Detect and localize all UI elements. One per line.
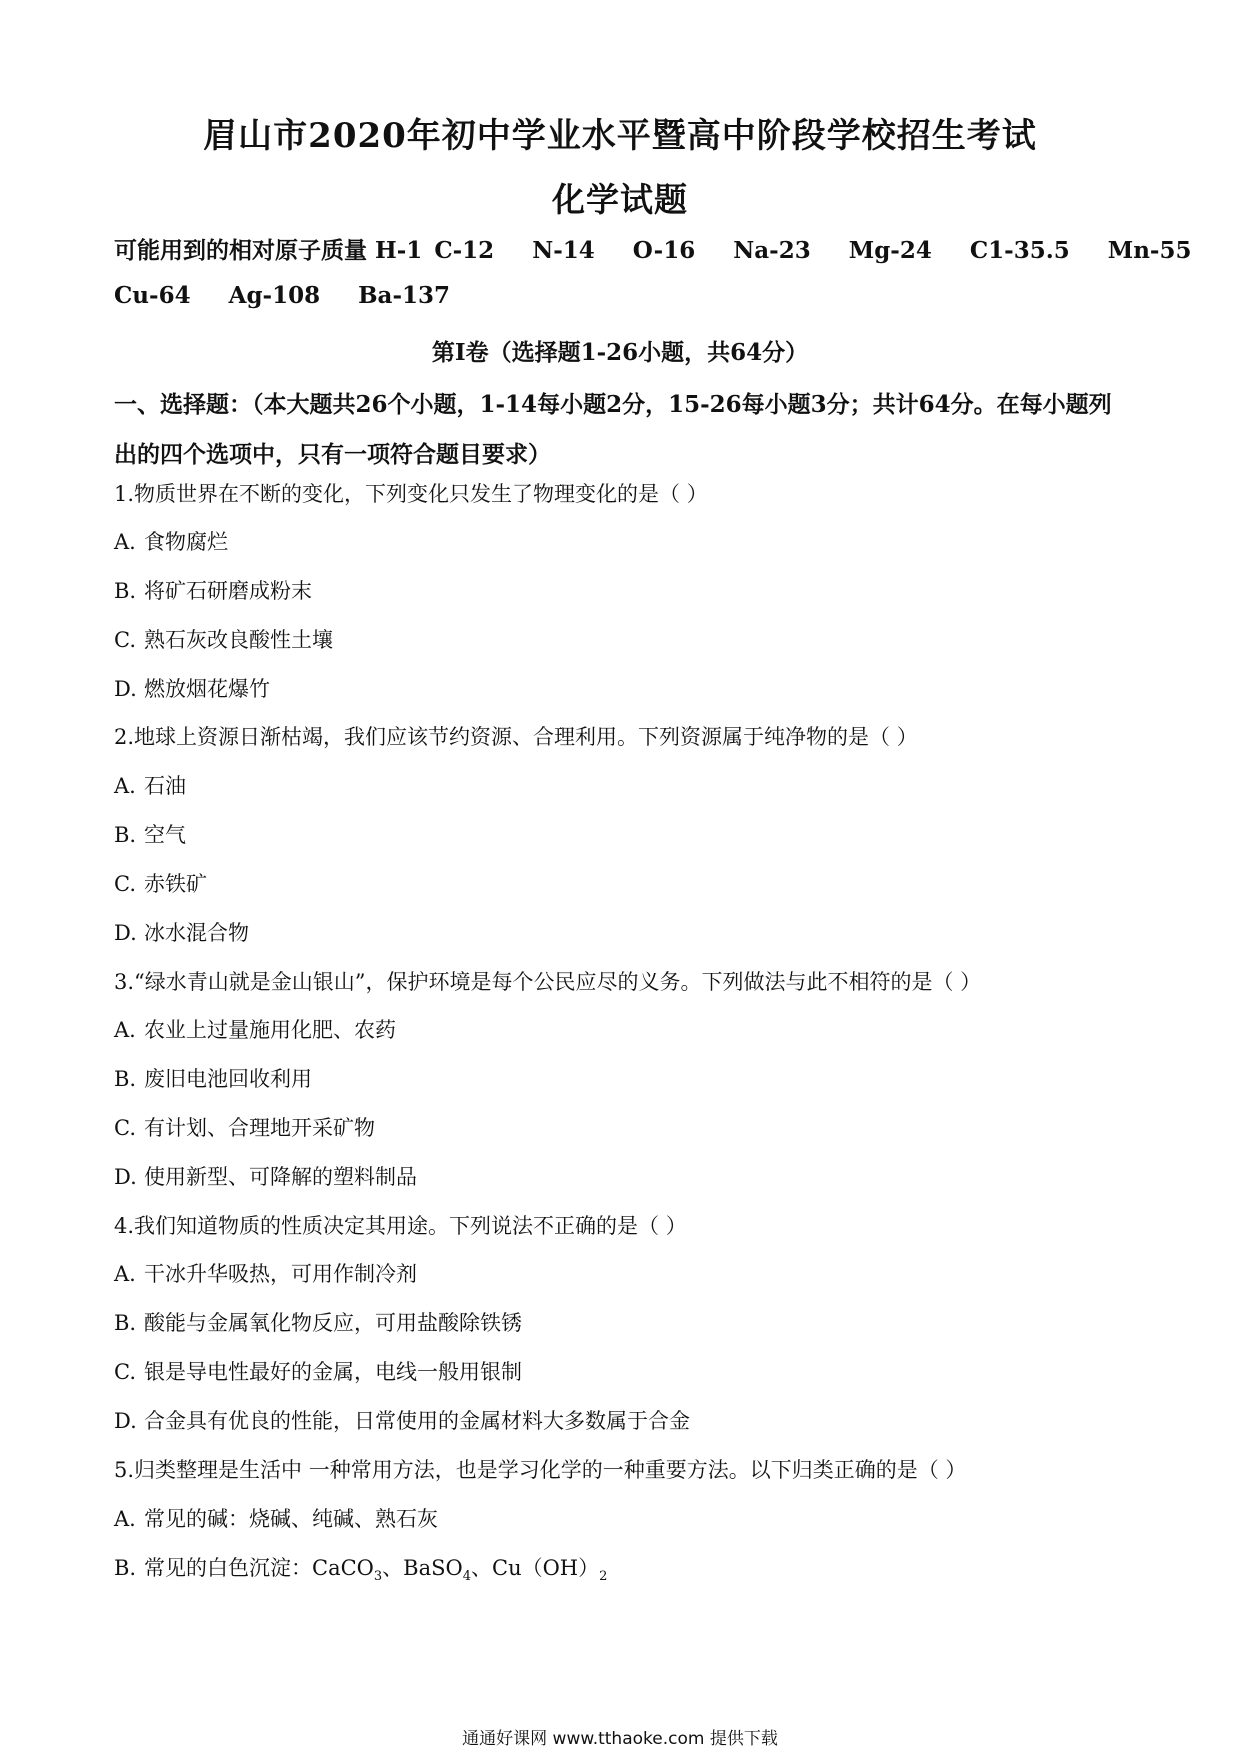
option-text: 合金具有优良的性能，日常使用的金属材料大多数属于合金 [144, 1409, 690, 1433]
atomic-masses-line-1 [114, 232, 1191, 265]
option-letter: B. [114, 823, 137, 847]
page-footer: 通通好课网 www.tthaoke.com 提供下载 [462, 1729, 778, 1749]
chemical-formula [312, 1556, 608, 1585]
option-text: 干冰升华吸热，可用作制冷剂 [144, 1262, 417, 1286]
question-stem: 3.“绿水青山就是金山银山”，保护环境是每个公民应尽的义务。下列做法与此不相符的是（ ） [114, 970, 982, 994]
option-letter: C. [114, 1116, 136, 1140]
option-letter: A. [114, 1262, 136, 1286]
option [114, 575, 312, 605]
option-text: 酸能与金属氧化物反应，可用盐酸除铁锈 [144, 1311, 522, 1335]
formula-subscript: 2 [599, 1569, 608, 1585]
exam-title: 眉山市2020年初中学业水平暨高中阶段学校招生考试 [203, 116, 1037, 156]
option-letter: B. [114, 1556, 137, 1580]
atomic-mass: C1-35.5 [969, 237, 1070, 264]
option-text: 赤铁矿 [144, 872, 207, 896]
part-heading: 第Ⅰ卷（选择题1-26小题，共64分） [431, 339, 809, 366]
separator: 、 [471, 1556, 492, 1580]
option-text: 废旧电池回收利用 [144, 1067, 312, 1091]
question-stem: 5.归类整理是生活中 一种常用方法，也是学习化学的一种重要方法。以下归类正确的是（ ） [114, 1458, 967, 1482]
question-stem: 1.物质世界在不断的变化，下列变化只发生了物理变化的是（ ） [114, 482, 708, 506]
section-instruction: 一、选择题：（本大题共26个小题，1-14每小题2分，15-26每小题3分；共计64分。在每小题列出的四个选项中，只有一项符合题目要求） [114, 391, 1112, 468]
option-text: 银是导电性最好的金属，电线一般用银制 [144, 1360, 522, 1384]
option-text: 常见的白色沉淀： [144, 1556, 312, 1580]
option [114, 1307, 522, 1337]
separator: 、 [382, 1556, 404, 1580]
option [114, 770, 186, 800]
option-letter: D. [114, 921, 137, 945]
formula-text: CaCO [312, 1556, 374, 1580]
option [114, 1014, 396, 1044]
question-stem: 2.地球上资源日渐枯竭，我们应该节约资源、合理利用。下列资源属于纯净物的是（ ） [114, 725, 918, 749]
exam-subtitle: 化学试题 [552, 180, 688, 219]
option [114, 1356, 522, 1386]
option-text: 有计划、合理地开采矿物 [144, 1116, 375, 1140]
option-letter: A. [114, 1507, 136, 1531]
atomic-mass: 可能用到的相对原子质量 H-1 [114, 237, 423, 264]
option [114, 1552, 607, 1584]
atomic-mass: Mn-55 [1107, 237, 1192, 264]
formula-subscript: 3 [373, 1569, 383, 1585]
formula-text: BaSO [403, 1556, 463, 1580]
option-text: 熟石灰改良酸性土壤 [144, 628, 333, 652]
atomic-mass: Cu-64 [114, 282, 191, 309]
question-stem: 4.我们知道物质的性质决定其用途。下列说法不正确的是（ ） [114, 1214, 687, 1238]
option [114, 1112, 375, 1142]
option [114, 917, 249, 947]
option-text: 冰水混合物 [144, 921, 249, 945]
option-letter: D. [114, 1409, 137, 1433]
atomic-mass: Mg-24 [848, 237, 932, 264]
option-text: 将矿石研磨成粉末 [144, 579, 312, 603]
option-letter: D. [114, 1165, 137, 1189]
atomic-mass: Ag-108 [228, 282, 321, 309]
option-letter: A. [114, 774, 136, 798]
atomic-mass: Na-23 [733, 237, 811, 264]
atomic-masses-line-2 [114, 282, 480, 309]
option [114, 673, 270, 703]
option [114, 1161, 417, 1191]
formula-subscript: 4 [462, 1569, 471, 1585]
option-letter: D. [114, 677, 137, 701]
option-text: 常见的碱：烧碱、纯碱、熟石灰 [144, 1507, 438, 1531]
option [114, 868, 207, 898]
option [114, 1405, 690, 1435]
option-letter: B. [114, 1067, 137, 1091]
option [114, 624, 333, 654]
option-letter: C. [114, 1360, 136, 1384]
option [114, 1258, 417, 1288]
option-text: 农业上过量施用化肥、农药 [144, 1018, 396, 1042]
option-text: 使用新型、可降解的塑料制品 [144, 1165, 417, 1189]
atomic-mass: C-12 [434, 237, 495, 264]
option [114, 1503, 438, 1533]
option [114, 819, 186, 849]
option-letter: A. [114, 1018, 136, 1042]
option-letter: B. [114, 579, 137, 603]
atomic-mass: N-14 [532, 237, 595, 264]
option-text: 空气 [144, 823, 186, 847]
option-text: 食物腐烂 [144, 530, 228, 554]
option [114, 1063, 312, 1093]
option [114, 526, 228, 556]
option-text: 燃放烟花爆竹 [144, 677, 270, 701]
atomic-mass: O-16 [632, 237, 696, 264]
option-text: 石油 [144, 774, 186, 798]
option-letter: C. [114, 628, 136, 652]
atomic-mass: Ba-137 [358, 282, 451, 309]
option-letter: B. [114, 1311, 137, 1335]
option-letter: A. [114, 530, 136, 554]
option-letter: C. [114, 872, 136, 896]
formula-text: Cu（OH） [492, 1556, 600, 1580]
